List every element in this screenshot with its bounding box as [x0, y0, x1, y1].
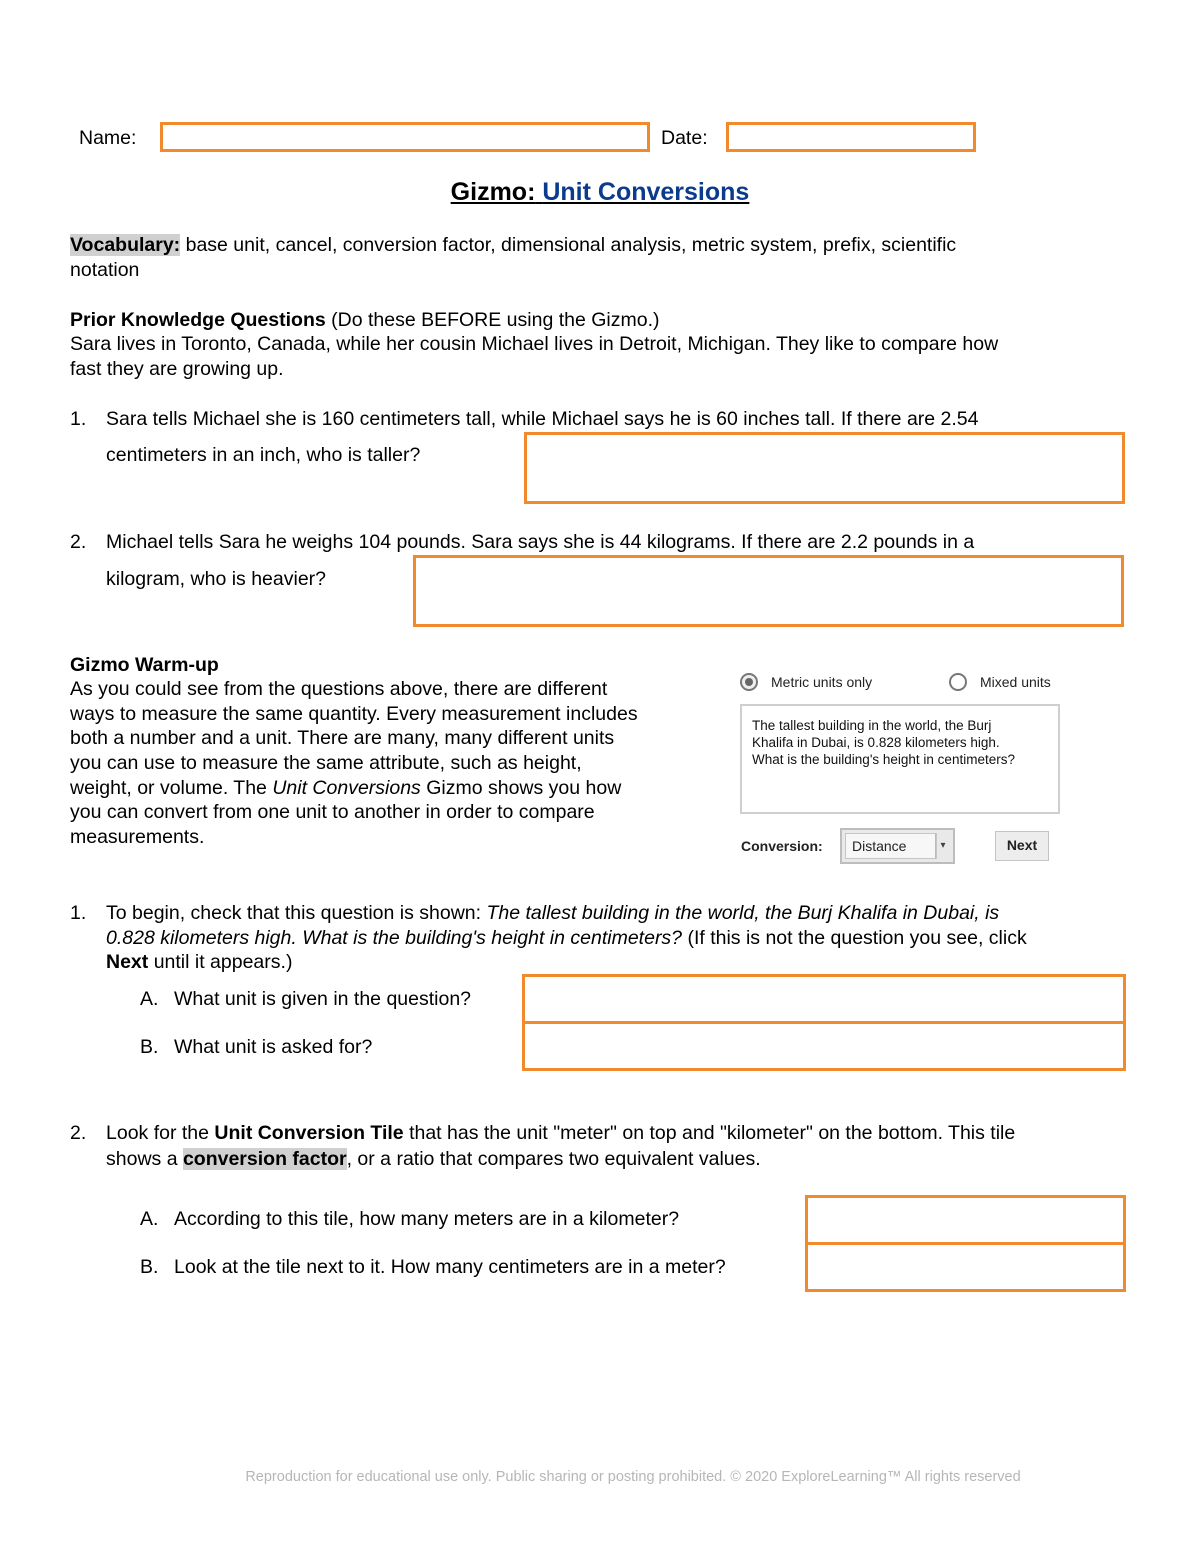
activity-q2-conversion-factor-term: conversion factor	[182, 1148, 347, 1170]
prior-heading: Prior Knowledge Questions	[70, 309, 326, 331]
warmup-heading: Gizmo Warm-up	[70, 654, 219, 676]
radio-mixed-units[interactable]	[949, 673, 967, 691]
activity-q2a-text: According to this tile, how many meters are in a kilometer?	[174, 1208, 680, 1230]
warmup-line-1: As you could see from the questions above, there are different	[70, 678, 608, 700]
next-button[interactable]: Next	[995, 831, 1049, 861]
radio-mixed-label: Mixed units	[980, 674, 1051, 690]
prior-heading-note: (Do these BEFORE using the Gizmo.)	[325, 309, 660, 331]
activity-q2-line-1-pre: Look for the	[106, 1122, 215, 1144]
warmup-line-3: both a number and a unit. There are many, many different units	[70, 727, 615, 749]
warmup-line-2: ways to measure the same quantity. Every measurement includes	[70, 703, 638, 725]
activity-q2b-answer-box[interactable]	[805, 1242, 1126, 1292]
activity-q2b-text: Look at the tile next to it. How many centimeters are in a meter?	[174, 1256, 726, 1278]
conversion-label: Conversion:	[741, 838, 823, 854]
activity-q2-line-2-pre: shows a	[106, 1148, 183, 1170]
activity-q1a-answer-box[interactable]	[522, 974, 1126, 1024]
activity-q2-line-2	[106, 1147, 761, 1172]
conversion-select[interactable]	[840, 828, 955, 864]
prior-intro-line-1: Sara lives in Toronto, Canada, while her cousin Michael lives in Detroit, Michigan. They like to compare how	[70, 333, 999, 355]
vocabulary-line-1	[70, 233, 1150, 258]
gizmo-question-line-2: Khalifa in Dubai, is 0.828 kilometers high.	[752, 735, 1000, 750]
vocabulary-line-2: notation	[70, 259, 140, 281]
page-title	[0, 177, 1200, 207]
activity-q1-line-1-italic: The tallest building in the world, the Burj Khalifa in Dubai, is	[486, 902, 1000, 924]
prior-q2-number: 2.	[70, 531, 87, 553]
warmup-line-5-pre: weight, or volume. The	[70, 777, 273, 799]
warmup-line-5	[70, 776, 621, 801]
activity-q1-line-3	[106, 950, 292, 975]
prior-q2-line-2: kilogram, who is heavier?	[106, 568, 327, 590]
activity-q2-line-1	[106, 1121, 1015, 1146]
activity-q1-line-2-post: (If this is not the question you see, click	[682, 927, 1027, 949]
activity-q2-number: 2.	[70, 1122, 87, 1144]
radio-metric-label: Metric units only	[771, 674, 873, 690]
gizmo-question-line-3: What is the building's height in centimeters?	[752, 752, 1015, 767]
title-prefix: Gizmo:	[450, 178, 536, 206]
activity-q1b-text: What unit is asked for?	[174, 1036, 373, 1058]
vocabulary-terms: base unit, cancel, conversion factor, dimensional analysis, metric system, prefix, scientific	[180, 234, 957, 256]
activity-q2-tile-term: Unit Conversion Tile	[214, 1122, 404, 1144]
activity-q1-number: 1.	[70, 902, 87, 924]
warmup-line-7: measurements.	[70, 826, 205, 848]
vocabulary-label: Vocabulary:	[70, 234, 181, 256]
activity-q1b-answer-box[interactable]	[522, 1021, 1126, 1071]
activity-q1b-letter: B.	[140, 1036, 159, 1058]
name-label: Name:	[79, 127, 137, 149]
warmup-gizmo-name: Unit Conversions	[272, 777, 421, 799]
activity-q1-next-word: Next	[106, 951, 149, 973]
gizmo-question-line-1: The tallest building in the world, the Burj	[752, 718, 992, 733]
prior-q1-answer-box[interactable]	[524, 432, 1125, 504]
prior-q1-number: 1.	[70, 408, 87, 430]
name-field[interactable]	[160, 122, 650, 152]
activity-q1-line-2-italic: 0.828 kilometers high. What is the building's height in centimeters?	[106, 927, 683, 949]
warmup-line-6: you can convert from one unit to another in order to compare	[70, 801, 595, 823]
prior-q1-line-1: Sara tells Michael she is 160 centimeters tall, while Michael says he is 60 inches tall. If there are 2.54	[106, 408, 979, 430]
title-link[interactable]: Unit Conversions	[542, 178, 750, 206]
prior-intro-line-2: fast they are growing up.	[70, 358, 284, 380]
chevron-down-icon[interactable]: ▾	[935, 833, 950, 859]
date-label: Date:	[661, 127, 708, 149]
activity-q1-line-2	[106, 926, 1027, 951]
activity-q1-line-1-pre: To begin, check that this question is shown:	[106, 902, 487, 924]
activity-q2-line-1-post: that has the unit "meter" on top and "kilometer" on the bottom. This tile	[403, 1122, 1016, 1144]
prior-q2-answer-box[interactable]	[413, 555, 1124, 627]
radio-metric-units[interactable]	[740, 673, 758, 691]
footer-copyright: Reproduction for educational use only. Public sharing or posting prohibited. © 2020 ExploreLearning™ All rights reserved	[245, 1469, 1021, 1485]
date-field[interactable]	[726, 122, 976, 152]
warmup-line-4: you can use to measure the same attribute, such as height,	[70, 752, 582, 774]
activity-q1-line-1	[106, 901, 999, 926]
activity-q2-line-2-post: , or a ratio that compares two equivalent values.	[346, 1148, 761, 1170]
activity-q1-line-3-post: until it appears.)	[148, 951, 293, 973]
activity-q2a-letter: A.	[140, 1208, 159, 1230]
prior-q2-line-1: Michael tells Sara he weighs 104 pounds. Sara says she is 44 kilograms. If there are 2.2 pounds in a	[106, 531, 975, 553]
activity-q1a-text: What unit is given in the question?	[174, 988, 472, 1010]
gizmo-question-box	[740, 704, 1060, 814]
warmup-line-5-post: Gizmo shows you how	[420, 777, 622, 799]
radio-selected-dot	[745, 678, 753, 686]
activity-q2b-letter: B.	[140, 1256, 159, 1278]
activity-q2a-answer-box[interactable]	[805, 1195, 1126, 1245]
activity-q1a-letter: A.	[140, 988, 159, 1010]
prior-heading-line	[70, 308, 660, 333]
conversion-select-value: Distance	[845, 833, 937, 859]
prior-q1-line-2: centimeters in an inch, who is taller?	[106, 444, 421, 466]
